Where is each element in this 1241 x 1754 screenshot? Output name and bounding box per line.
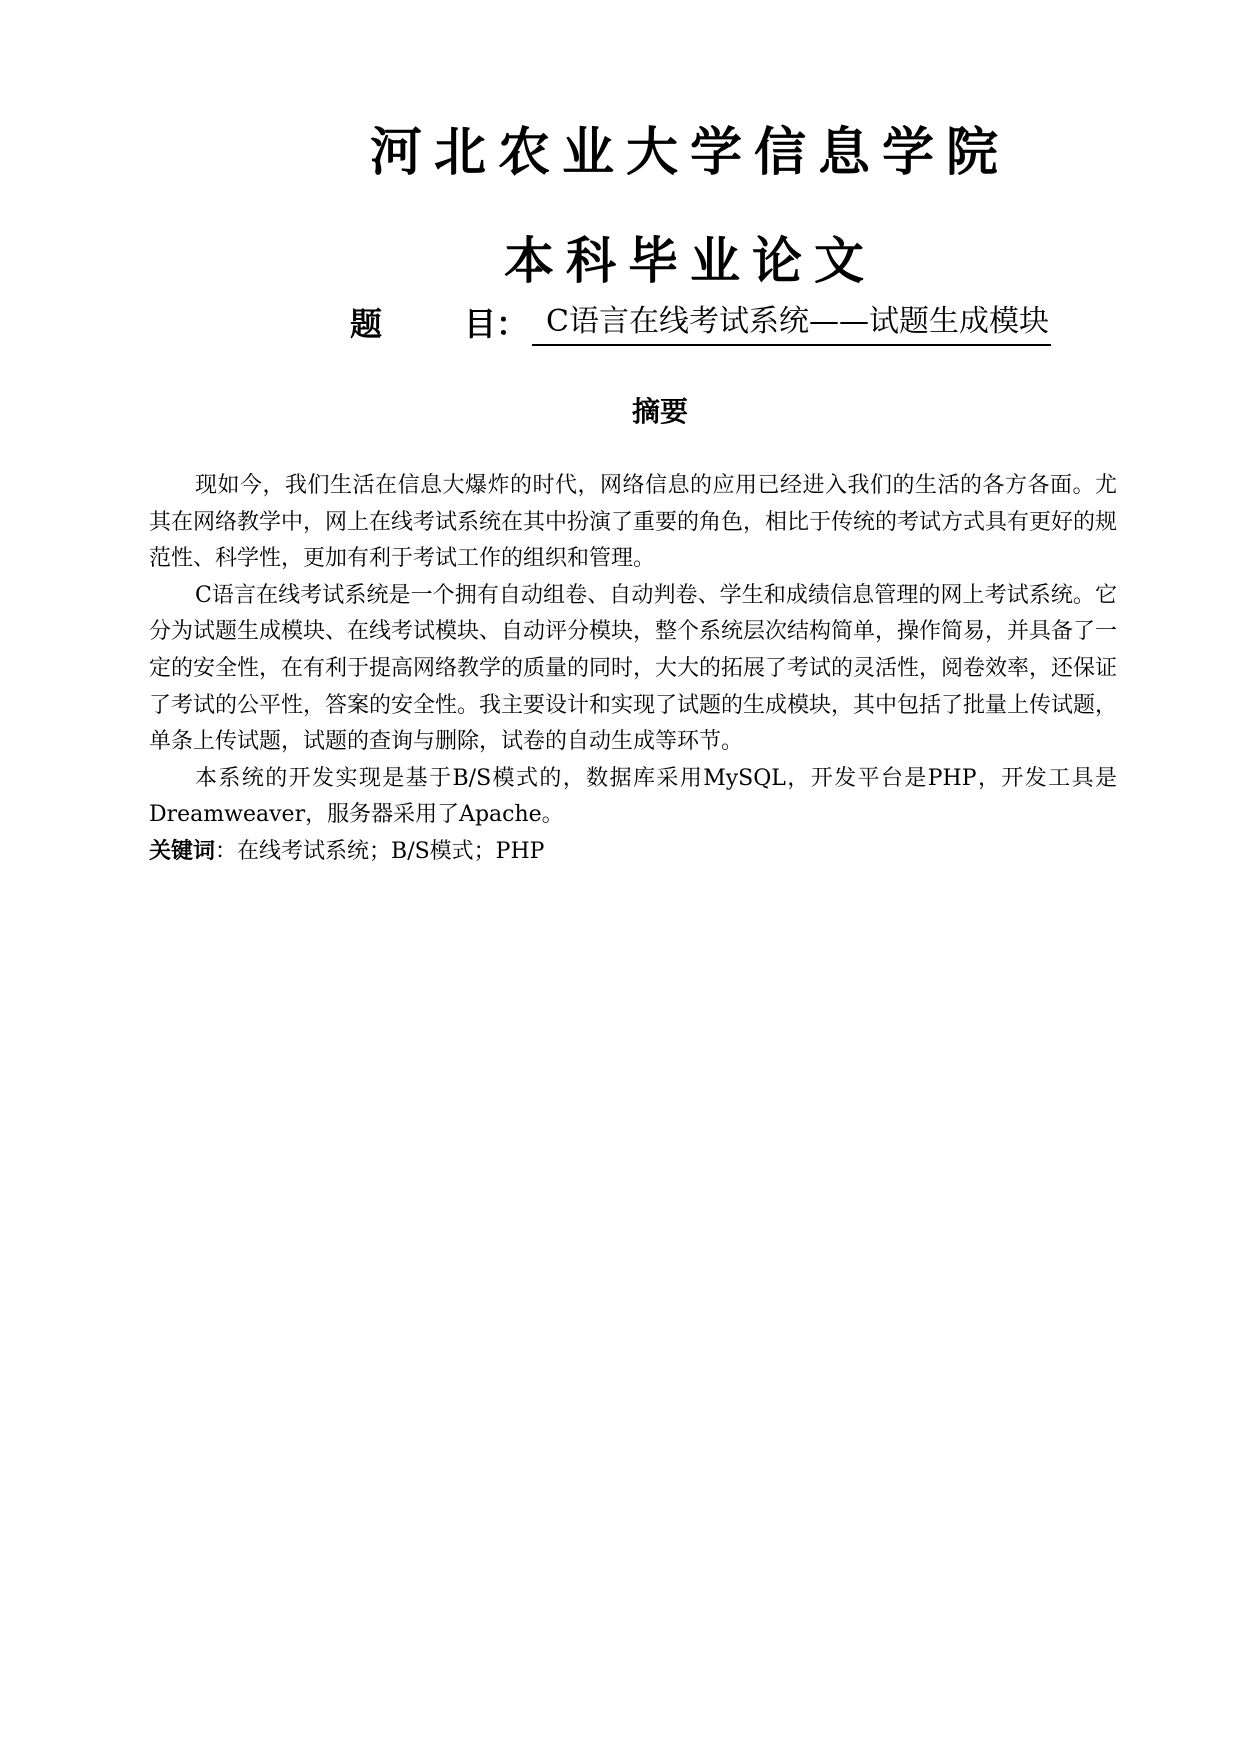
- keywords-value: 在线考试系统；B/S模式；PHP: [237, 838, 545, 864]
- abstract-paragraph-3: 本系统的开发实现是基于B/S模式的，数据库采用MySQL，开发平台是PHP，开发工具是Dreamweaver，服务器采用了Apache。: [149, 765, 1117, 828]
- thesis-type-title: 本科毕业论文: [504, 232, 876, 290]
- topic-label-char-2: 目: [463, 305, 496, 343]
- topic-label-char-1: 题: [350, 305, 383, 343]
- topic-colon: ：: [496, 305, 529, 343]
- abstract-heading: 摘要: [631, 395, 688, 428]
- keywords-label: 关键词: [149, 838, 216, 864]
- keywords-line: [149, 834, 1117, 871]
- abstract-paragraph-2: C语言在线考试系统是一个拥有自动组卷、自动判卷、学生和成绩信息管理的网上考试系统。它分为试题生成模块、在线考试模块、自动评分模块，整个系统层次结构简单，操作简易，并具备了一定的安全性，在有利于提高网络教学的质量的同时，大大的拓展了考试的灵活性，阅卷效率，还保证了考试的公平性，答案的安全性。我主要设计和实现了试题的生成模块，其中包括了批量上传试题，单条上传试题，试题的查询与删除，试卷的自动生成等环节。: [149, 582, 1118, 755]
- university-title: 河北农业大学信息学院: [369, 123, 1010, 183]
- abstract-body: [149, 468, 1117, 871]
- topic-value: C语言在线考试系统——试题生成模块: [532, 300, 1051, 346]
- abstract-paragraph-1: 现如今，我们生活在信息大爆炸的时代，网络信息的应用已经进入我们的生活的各方各面。尤其在网络教学中，网上在线考试系统在其中扮演了重要的角色，相比于传统的考试方式具有更好的规范性、科学性，更加有利于考试工作的组织和管理。: [149, 473, 1118, 572]
- keywords-colon: ：: [215, 838, 238, 864]
- topic-label: [350, 302, 496, 346]
- topic-row: [350, 300, 1051, 346]
